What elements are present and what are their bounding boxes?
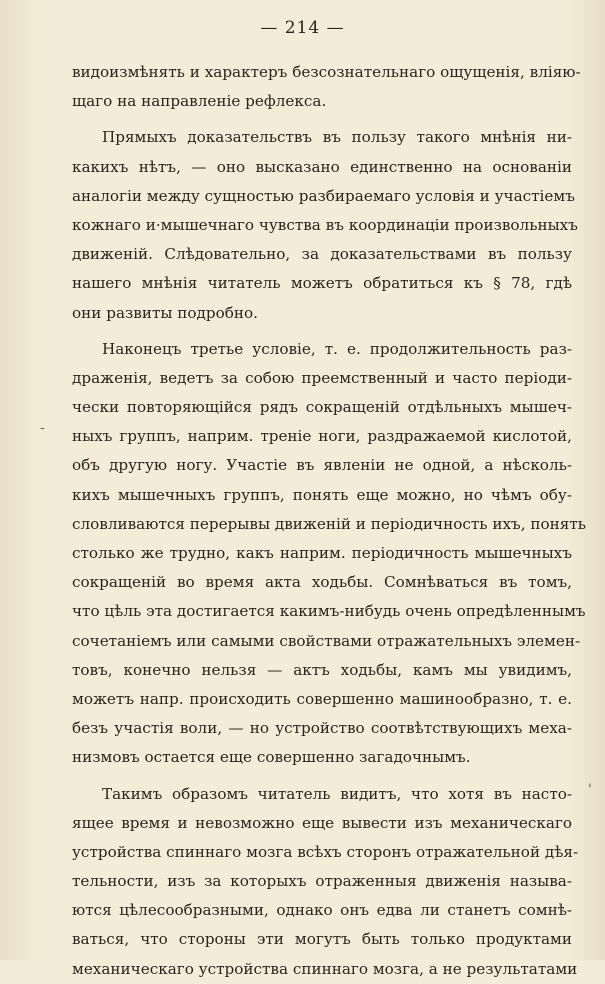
text-line: можетъ напр. происходить совершенно машинообразно, т. е. [72,689,572,708]
text-line: устройства спиннаго мозга всѣхъ сторонъ отражательной дѣя- [72,842,579,861]
text-line: нашего мнѣнія читатель можетъ обратиться къ § 78, гдѣ [72,274,572,293]
paragraph [72,58,581,116]
text-line: кихъ мышечныхъ группъ, понять еще можно, но чѣмъ обу- [72,485,572,504]
text-line: механическаго устройства спиннаго мозга, а не результатами [72,959,578,978]
text-line: безъ участія воли, — но устройство соотвѣтствующихъ меха- [72,719,572,738]
text-line: движеній. Слѣдовательно, за доказательствами въ пользу [72,245,572,264]
paragraph [72,335,586,773]
text-line: они развиты подробно. [72,303,258,322]
text-line: тельности, изъ за которыхъ отраженныя движенія называ- [72,872,572,891]
paragraph [72,123,578,327]
text-line: что цѣль эта достигается какимъ-нибудь очень опредѣленнымъ [72,602,586,621]
margin-mark: - [40,420,45,436]
text-line: низмовъ остается еще совершенно загадочнымъ. [72,748,471,767]
text-line: словливаются перерывы движеній и періодичность ихъ, понять [72,514,586,533]
text-line: аналогіи между сущностью разбираемаго условія и участіемъ [72,186,575,205]
text-line: столько же трудно, какъ наприм. періодичность мышечныхъ [72,544,572,562]
text-line: Такимъ образомъ читатель видитъ, что хотя въ насто- [102,784,572,803]
body-text [72,58,586,984]
text-line: ваться, что стороны эти могутъ быть только продуктами [72,930,572,949]
text-line: ются цѣлесообразными, однако онъ едва ли станетъ сомнѣ- [72,901,572,920]
text-line: объ другую ногу. Участіе въ явленіи не одной, а нѣсколь- [72,456,572,475]
text-line: видоизмѣнять и характеръ безсознательнаго ощущенія, вліяю- [72,63,581,81]
paragraph-gap [72,328,572,335]
page-number: — 214 — [260,18,345,38]
text-line: чески повторяющійся рядъ сокращеній отдѣльныхъ мышеч- [72,398,572,417]
text-line: щаго на направленіе рефлекса. [72,92,327,111]
paragraph [72,780,579,984]
text-line: какихъ нѣтъ, — оно высказано единственно на основаніи [72,157,572,176]
text-line: сокращеній во время акта ходьбы. Сомнѣваться въ томъ, [72,573,572,592]
text-line: драженія, ведетъ за собою преемственный и часто періоди- [72,368,572,387]
text-line: Наконецъ третье условіе, т. е. продолжительность раз- [102,339,572,358]
text-line: Прямыхъ доказательствъ въ пользу такого мнѣнія ни- [102,128,572,147]
text-line: ныхъ группъ, наприм. треніе ноги, раздражаемой кислотой, [72,427,572,446]
text-line: сочетаніемъ или самыми свойствами отражательныхъ элемен- [72,631,581,650]
margin-mark: ' [588,782,592,798]
text-line: ящее время и невозможно еще вывести изъ механическаго [72,813,572,832]
paragraph-gap [72,773,572,780]
paragraph-gap [72,116,572,123]
text-line: товъ, конечно нельзя — актъ ходьбы, камъ мы увидимъ, [72,660,572,679]
text-line: кожнаго и·мышечнаго чувства въ координаціи произвольныхъ [72,215,578,234]
